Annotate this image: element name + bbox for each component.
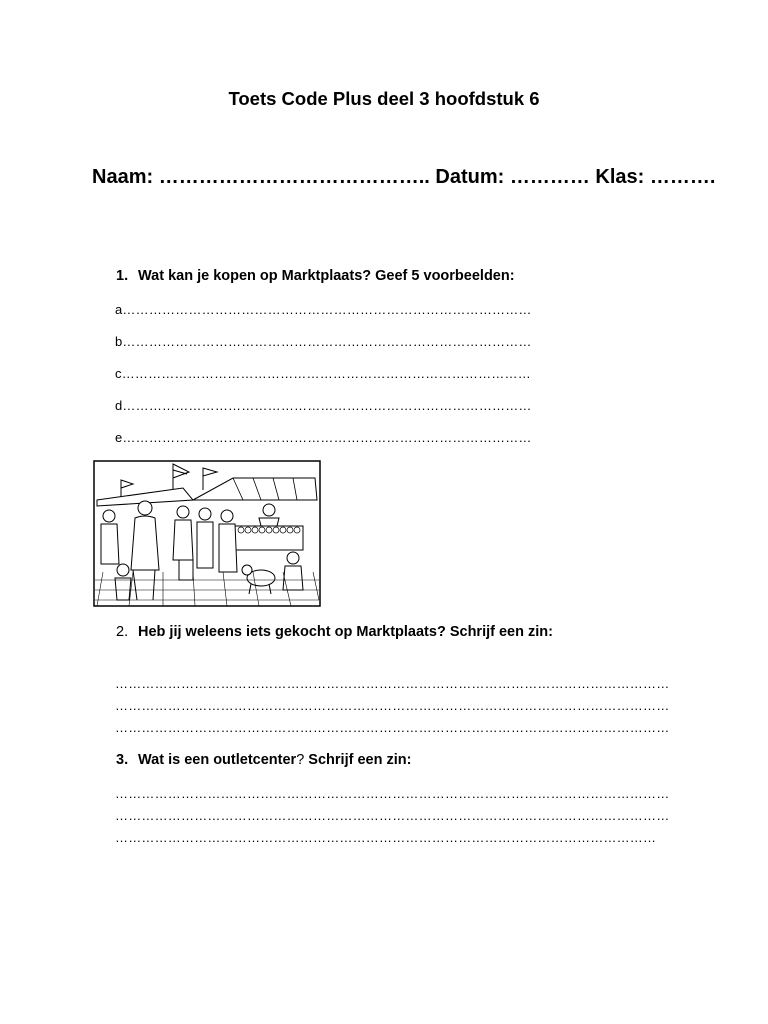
question-2-text: Heb jij weleens iets gekocht op Marktplaats? Schrijf een zin:: [138, 624, 553, 640]
answer-line-c[interactable]: c…………………………………………………………………………………: [115, 366, 531, 381]
answer-line-e[interactable]: e…………………………………………………………………………………: [115, 430, 532, 445]
market-scene-icon: [93, 460, 321, 607]
question-3-number: 3.: [116, 752, 129, 768]
question-2-answer-line-1[interactable]: ………………………………………………………………………………………………………………: [115, 676, 670, 691]
question-2: [116, 624, 553, 640]
question-3-answer-line-2[interactable]: ………………………………………………………………………………………………………………: [115, 808, 670, 823]
question-2-answer-line-3[interactable]: ………………………………………………………………………………………………………………: [115, 720, 670, 735]
student-info-line: [92, 166, 715, 189]
naam-blank: …………………………………..: [158, 166, 430, 188]
page-title: Toets Code Plus deel 3 hoofdstuk 6: [228, 88, 540, 109]
question-1: [116, 268, 515, 284]
question-3-answer-line-1[interactable]: ………………………………………………………………………………………………………………: [115, 786, 670, 801]
question-3: [116, 752, 411, 768]
question-3-text-bold-2: Schrijf een zin:: [304, 752, 412, 768]
question-3-question-mark: ?: [296, 752, 305, 768]
question-1-text: Wat kan je kopen op Marktplaats? Geef 5 voorbeelden:: [138, 268, 515, 284]
question-2-answer-line-2[interactable]: ………………………………………………………………………………………………………………: [115, 698, 670, 713]
answer-line-a[interactable]: a…………………………………………………………………………………: [115, 302, 532, 317]
klas-blank: ……….: [649, 166, 716, 188]
answer-line-b[interactable]: b…………………………………………………………………………………: [115, 334, 532, 349]
question-2-number: 2.: [116, 624, 129, 640]
datum-blank: …………: [509, 166, 590, 188]
klas-label: Klas:: [595, 166, 645, 188]
naam-label: Naam:: [92, 166, 154, 188]
question-3-answer-line-3[interactable]: ……………………………………………………………………………………………………………: [115, 830, 657, 845]
answer-line-d[interactable]: d…………………………………………………………………………………: [115, 398, 532, 413]
datum-label: Datum:: [435, 166, 505, 188]
question-1-number: 1.: [116, 268, 129, 284]
question-3-text-bold: Wat is een outletcenter: [138, 752, 297, 768]
